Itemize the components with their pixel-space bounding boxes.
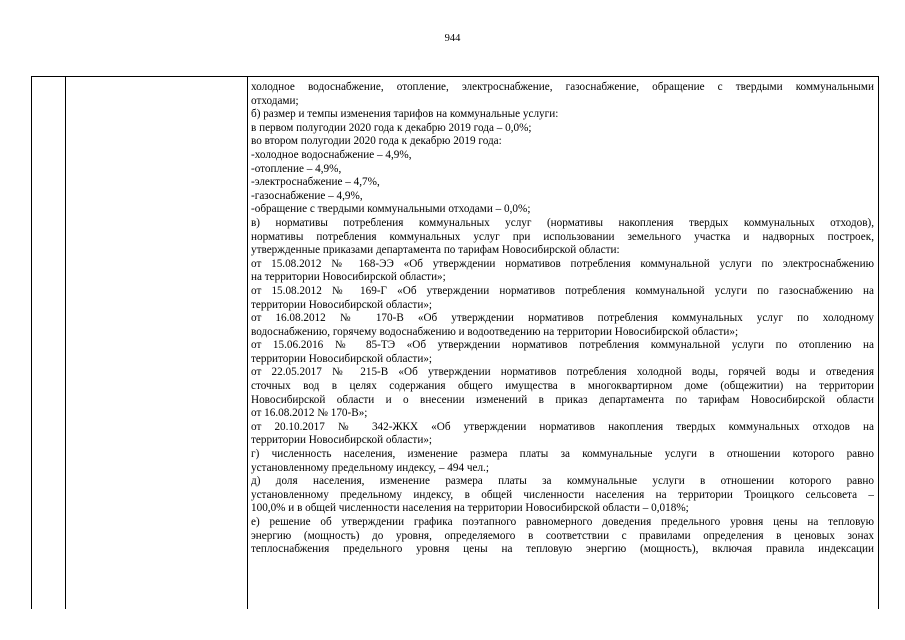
text-line: от 15.08.2012 № 169-Г «Об утверждении нормативов потребления коммунальной услуги по газоснабжению на xyxy=(251,284,874,297)
text-line: Новосибирской области и о внесении изменений в приказ департамента по тарифам Новосибирской области xyxy=(251,393,874,406)
text-line: территории Новосибирской области»; xyxy=(251,298,433,311)
text-line: установленному предельному индексу, в общей численности населения на территории Троицкого сельсовета – xyxy=(251,488,874,501)
text-line: холодное водоснабжение, отопление, электроснабжение, газоснабжение, обращение с твердыми коммунальными xyxy=(251,81,874,93)
text-line: энергию (мощность) до уровня, определяемого в соответствии с правилами определения в ценовых зонах xyxy=(251,529,874,542)
page-number: 944 xyxy=(444,33,461,44)
text-line: -отопление – 4,9%, xyxy=(251,162,342,175)
text-line: от 22.05.2017 № 215-В «Об утверждении нормативов потребления холодной воды, горячей воды и отведения xyxy=(251,366,874,379)
text-line: д) доля населения, изменение размера платы за коммунальные услуги в отношении которого равно xyxy=(251,475,874,488)
text-line: территории Новосибирской области»; xyxy=(251,434,433,447)
text-line: сточных вод в целях содержания общего имущества в многоквартирном доме (общежитии) на территории xyxy=(251,380,874,393)
text-line: в) нормативы потребления коммунальных услуг (нормативы накопления твердых коммунальных отходов), xyxy=(251,216,874,229)
text-line: -газоснабжение – 4,9%, xyxy=(251,189,363,202)
text-line: от 20.10.2017 № 342-ЖКХ «Об утверждении нормативов накопления твердых коммунальных отходов на xyxy=(251,420,874,433)
text-line: от 15.08.2012 № 168-ЭЭ «Об утверждении нормативов потребления коммунальной услуги по электроснабжению xyxy=(251,257,874,270)
text-line: -электроснабжение – 4,7%, xyxy=(251,176,380,189)
text-line: теплоснабжения предельного уровня цены на тепловую энергию (мощность), включая правила индексации xyxy=(251,543,874,556)
text-line: от 16.08.2012 № 170-В «Об утверждении нормативов потребления коммунальных услуг по холодному xyxy=(251,312,874,325)
text-line: территории Новосибирской области»; xyxy=(251,352,433,365)
column-divider-2 xyxy=(247,77,248,609)
text-line: е) решение об утверждении графика поэтапного равномерного доведения предельного уровня цены на тепловую xyxy=(251,516,874,528)
text-line: установленному предельному индексу, – 494 чел.; xyxy=(251,461,489,474)
text-line: отходами; xyxy=(251,94,299,107)
text-line: г) численность населения, изменение размера платы за коммунальные услуги в отношении которого равно xyxy=(251,448,874,461)
text-line: -обращение с твердыми коммунальными отходами – 0,0%; xyxy=(251,203,531,216)
text-line: 100,0% и в общей численности населения на территории Новосибирской области – 0,018%; xyxy=(251,502,689,515)
text-line: от 16.08.2012 № 170-В»; xyxy=(251,407,368,420)
text-line: от 15.06.2016 № 85-ТЭ «Об утверждении нормативов потребления коммунальной услуги по отоплению на xyxy=(251,339,874,352)
table-cell-content xyxy=(251,81,874,557)
text-line: в первом полугодии 2020 года к декабрю 2019 года – 0,0%; xyxy=(251,121,532,134)
text-line: утвержденные приказами департамента по тарифам Новосибирской области: xyxy=(251,244,620,257)
document-table xyxy=(31,76,879,609)
text-line: нормативы потребления коммунальных услуг при использовании земельного участка и надворных построек, xyxy=(251,230,874,243)
text-line: -холодное водоснабжение – 4,9%, xyxy=(251,148,412,161)
text-line: водоснабжению, горячему водоснабжению и водоотведению на территории Новосибирской области»; xyxy=(251,325,739,338)
text-line: б) размер и темпы изменения тарифов на коммунальные услуги: xyxy=(251,108,559,121)
text-line: во втором полугодии 2020 года к декабрю 2019 года: xyxy=(251,135,502,148)
column-divider-1 xyxy=(65,77,66,609)
text-line: на территории Новосибирской области»; xyxy=(251,271,446,284)
